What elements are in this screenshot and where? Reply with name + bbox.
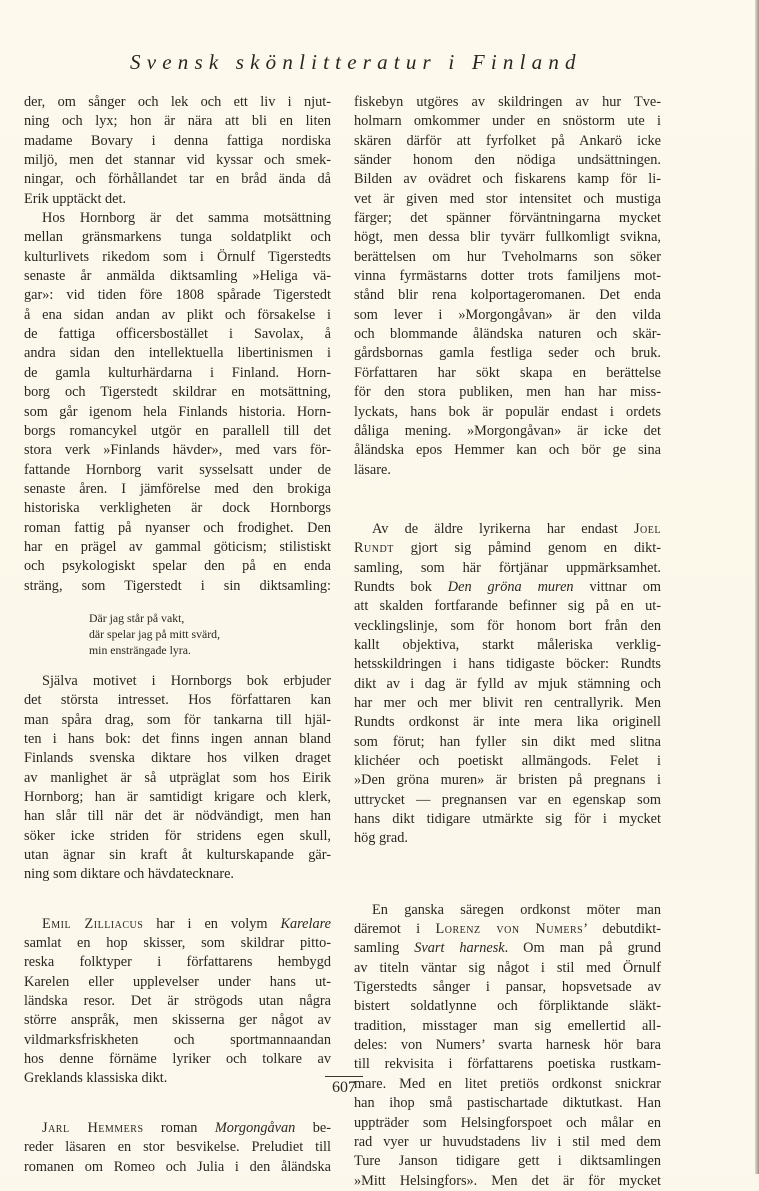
section-gap bbox=[354, 849, 661, 901]
text-line: hetsskildringen i hans tidigaste böcker: Rundts bbox=[354, 656, 661, 673]
text-line: der, om sånger och lek och ett liv i njut- bbox=[24, 94, 331, 110]
text-line: hög grad. bbox=[354, 830, 408, 847]
text-line: ningar, och förhållandet tar en bråd ända då bbox=[24, 171, 331, 188]
text-line: söker icke striden för stridens egen skull, bbox=[24, 827, 331, 844]
text-line: till rekvisita i författarens poetiska rustkam- bbox=[354, 1056, 661, 1073]
text-line: deles: von Numers’ svarta harnesk hör bara bbox=[354, 1037, 661, 1054]
author-name: Emil Zilliacus bbox=[42, 915, 144, 932]
text-line: samling Svart harnesk. Om man på grund bbox=[354, 940, 661, 957]
text-line: hans dikt tidigare utmärkte sig för i mycket bbox=[354, 811, 661, 828]
text-line: Hornborg; han är samtidigt krigare och klerk, bbox=[24, 789, 331, 805]
text-line: reder läsaren en stor besvikelse. Preludiet till bbox=[24, 1139, 331, 1156]
section-gap bbox=[24, 885, 331, 915]
text-line: han slår till när det är nödvändigt, men han bbox=[24, 808, 331, 825]
text-line: dikt av i dag är fylld av mjuk stämning och bbox=[354, 675, 661, 692]
verse-line: min ensträngade lyra. bbox=[89, 642, 191, 657]
text-line: och blommande åländska naturen och skär- bbox=[354, 326, 661, 343]
text-line: mellan gränsmarkens tunga soldatplikt och bbox=[24, 229, 331, 246]
text-line: vildmarksfriskheten och sportmannaandan bbox=[24, 1031, 331, 1048]
text-line: han ihop små pastischartade diktutkast. Han bbox=[354, 1095, 661, 1112]
text-line: stånd blir rena kolportageromanen. Det enda bbox=[354, 287, 661, 304]
text-line: mare. Med en litet pretiös ordkonst snickrar bbox=[354, 1075, 661, 1092]
paragraph bbox=[24, 672, 331, 885]
text-line: ning och lyx; hon är nära att bli en liten bbox=[24, 113, 331, 130]
verse-line: Där jag står på vakt, bbox=[89, 610, 185, 625]
text-line: det största intresset. Hos författaren kan bbox=[24, 692, 331, 709]
page-edge bbox=[755, 0, 759, 1174]
text-line: skären därför att fyrfolket på Ankarö icke bbox=[354, 132, 661, 149]
text-line: borg och Tigerstedt skildrar en motsättning, bbox=[24, 384, 331, 401]
text-line: sänder honom den nödiga undsättningen. bbox=[354, 152, 661, 169]
text-line: däremot i Lorenz von Numers’ debutdikt- bbox=[354, 921, 661, 938]
text-line: har mer och mer blivit ren centrallyrik. Men bbox=[354, 694, 661, 711]
page-number: 607 bbox=[325, 1076, 363, 1097]
text-line: hos denne förnäme lyriker och tolkare av bbox=[24, 1051, 331, 1068]
paragraph bbox=[354, 93, 661, 480]
book-title: Den gröna muren bbox=[447, 578, 574, 595]
text-line: vet är given med stor intensitet och mustiga bbox=[354, 190, 661, 207]
paragraph-rundt bbox=[354, 520, 661, 849]
text-line: av titeln väntar sig något i stil med Örnulf bbox=[354, 959, 661, 976]
text-line: Erik upptäckt det. bbox=[24, 190, 127, 207]
text-line: stora verk »Finlands hävder», med vars för- bbox=[24, 442, 331, 459]
text-line: Finlands svenska diktare hos vilken draget bbox=[24, 750, 331, 767]
text-line: större anspråk, men skisserna ger något av bbox=[24, 1012, 331, 1029]
text-line: madame Bovary i denna fattiga nordiska bbox=[24, 132, 331, 149]
text-line: samlat en hop skisser, som skildrar pitto- bbox=[24, 935, 331, 952]
left-column bbox=[24, 93, 331, 1177]
book-title: Svart harnesk bbox=[414, 940, 505, 957]
text-line: fattande Hornborg varit sysselsatt under de bbox=[24, 461, 331, 478]
text-line: tradition, misstager man sig emellertid all- bbox=[354, 1017, 661, 1034]
text-line: »Mitt Helsingfors». Men det är för mycket bbox=[354, 1172, 661, 1189]
author-name: Rundt bbox=[354, 540, 394, 557]
text-line: rad vyer ur huvudstadens liv i stil med dem bbox=[354, 1133, 661, 1150]
text-line: att skalden fortfarande befinner sig på en ut- bbox=[354, 598, 661, 615]
text-line: Rundts ordkonst är inte mera lika originell bbox=[354, 714, 661, 731]
text-line: senaste år anmälda diktsamling »Heliga vä- bbox=[24, 268, 331, 285]
text-line: som går igenom hela Finlands historia. Horn- bbox=[24, 403, 331, 420]
paragraph-hemmer bbox=[24, 1119, 331, 1177]
text-line: reska folktyper i författarens hembygd bbox=[24, 954, 331, 971]
right-column bbox=[354, 93, 661, 1191]
text-line: bistert soldatlynne och förpliktande släkt- bbox=[354, 998, 661, 1015]
paragraph-zilliacus bbox=[24, 915, 331, 1089]
text-line: lyckats, hans bok är populär endast i ordets bbox=[354, 403, 661, 420]
author-name: Lorenz von Numers bbox=[435, 921, 584, 938]
text-line: ning som diktare och hävdatecknare. bbox=[24, 866, 235, 883]
text-line: de gamla kulturhärdarna i Finland. Horn- bbox=[24, 364, 331, 381]
book-title: Karelare bbox=[280, 915, 331, 932]
text-line: åländska epos Hemmer kan och bör ge sina bbox=[354, 442, 661, 459]
text-line: gårdsbornas gamla festliga seder och bruk. bbox=[354, 345, 661, 362]
text-line: vecklingslinje, som för honom bort från den bbox=[354, 617, 661, 634]
text-line: Hos Hornborg är det samma motsättning bbox=[42, 210, 331, 227]
text-line: Av de äldre lyrikerna har endast Joel bbox=[372, 520, 661, 537]
text-line: å ena sidan andan av plikt och försakelse i bbox=[24, 306, 331, 323]
text-line: de fattiga officersbostället i Savolax, å bbox=[24, 326, 331, 343]
text-line: holmarn omkommer under en snöstorm ute i bbox=[354, 113, 661, 130]
text-line: och psykologiskt spelar den på en enda bbox=[24, 558, 331, 575]
text-line: uppträder som Helsingforspoet och målar en bbox=[354, 1114, 661, 1131]
text-line: Bilden av ovädret och fiskarens kamp för li- bbox=[354, 171, 661, 188]
text-line: miljö, men det stannar vid kyssar och smek- bbox=[24, 152, 331, 169]
text-line: Greklands klassiska dikt. bbox=[24, 1070, 168, 1087]
paragraph bbox=[24, 93, 331, 209]
text-line: färger; det spänner förväntningarna mycket bbox=[354, 210, 661, 227]
text-line: Jarl Hemmers roman Morgongåvan be- bbox=[42, 1119, 331, 1136]
text-line: ländska resor. Det är strögods utan några bbox=[24, 993, 331, 1010]
book-title: Morgongåvan bbox=[214, 1119, 296, 1136]
paragraph-numers bbox=[354, 901, 661, 1191]
text-line: fiskebyn utgöres av skildringen av hur Tve- bbox=[354, 94, 661, 110]
author-name: Joel bbox=[633, 520, 661, 537]
text-line: andra sidan den intellektuella libertinismen i bbox=[24, 345, 331, 362]
text-line: kallt objektiva, starkt måleriska verklig- bbox=[354, 636, 661, 653]
text-line: dåliga mening. »Morgongåvan» är icke det bbox=[354, 422, 661, 439]
verse-line: där spelar jag på mitt svärd, bbox=[89, 626, 221, 641]
text-line: berättelsen om hur Tveholmarns son söker bbox=[354, 248, 661, 265]
running-head: Svensk skönlitteratur i Finland bbox=[130, 50, 582, 74]
text-line: senaste åren. I jämförelse med den brokiga bbox=[24, 480, 331, 497]
text-line: Tigerstedts sånger i pansar, hopsvetsade av bbox=[354, 979, 661, 996]
text-line: uttrycket — pregnansen var en egenskap som bbox=[354, 791, 661, 808]
verse-quote bbox=[89, 610, 331, 658]
text-line: utan ägnar sin kraft åt kulturskapande gär- bbox=[24, 847, 331, 864]
text-line: vinna fyrmästarns dotter trots familjens mot- bbox=[354, 268, 661, 285]
text-line: som förut; han fyller sin dikt med slitna bbox=[354, 733, 661, 750]
paragraph bbox=[24, 209, 331, 596]
text-line: för den stora publiken, men han har miss- bbox=[354, 384, 661, 401]
text-line: historiska verkligheten är dock Hornborgs bbox=[24, 500, 331, 517]
text-line: Rundts bok Den gröna muren vittnar om bbox=[354, 578, 661, 595]
text-line: samling, som här förtjänar uppmärksamhet. bbox=[354, 559, 661, 576]
text-line: Rundt gjort sig påmind genom en dikt- bbox=[354, 540, 661, 557]
text-line: ten i hans bok: det finns ingen annan bland bbox=[24, 730, 331, 747]
text-line: Själva motivet i Hornborgs bok erbjuder bbox=[42, 672, 331, 689]
author-name: Jarl Hemmers bbox=[42, 1119, 144, 1136]
text-line: av manlighet är så utpräglat som hos Eirik bbox=[24, 769, 331, 786]
text-line: Ture Janson tidigare gett i diktsamlingen bbox=[354, 1153, 661, 1170]
text-line: gar»: vid tiden före 1808 spårade Tigerstedt bbox=[24, 287, 331, 304]
text-line: »Den gröna muren» är bristen på pregnans i bbox=[354, 772, 661, 789]
text-line: Karelen eller upplevelser under hans ut- bbox=[24, 973, 331, 990]
text-line: roman fattig på nyanser och frodighet. Den bbox=[24, 519, 331, 536]
text-line: man spåra drag, som för tankarna till hjäl- bbox=[24, 711, 331, 728]
text-line: klichéer och poetiskt allmängods. Felet i bbox=[354, 753, 661, 769]
text-line: kulturlivets rikedom som i Örnulf Tigerstedts bbox=[24, 248, 331, 265]
text-line: borgs romancykel utgör en parallell till det bbox=[24, 422, 331, 439]
text-line: En ganska säregen ordkonst möter man bbox=[372, 901, 661, 918]
text-line: Författaren har sökt skapa en berättelse bbox=[354, 364, 661, 381]
text-line: sträng, som Tigerstedt i sin diktsamling: bbox=[24, 577, 331, 594]
text-line: högt, men dessa blir tyvärr fullkomligt svikna, bbox=[354, 229, 661, 246]
text-line: romanen om Romeo och Julia i den åländska bbox=[24, 1158, 331, 1175]
text-line: Emil Zilliacus har i en volym Karelare bbox=[42, 915, 331, 932]
text-line: läsare. bbox=[354, 461, 391, 478]
section-gap bbox=[24, 1089, 331, 1119]
text-line: har en prägel av gammal göticism; stilistiskt bbox=[24, 538, 331, 555]
section-gap bbox=[354, 480, 661, 520]
text-line: som lever i »Morgongåvan» är den vilda bbox=[354, 306, 661, 323]
